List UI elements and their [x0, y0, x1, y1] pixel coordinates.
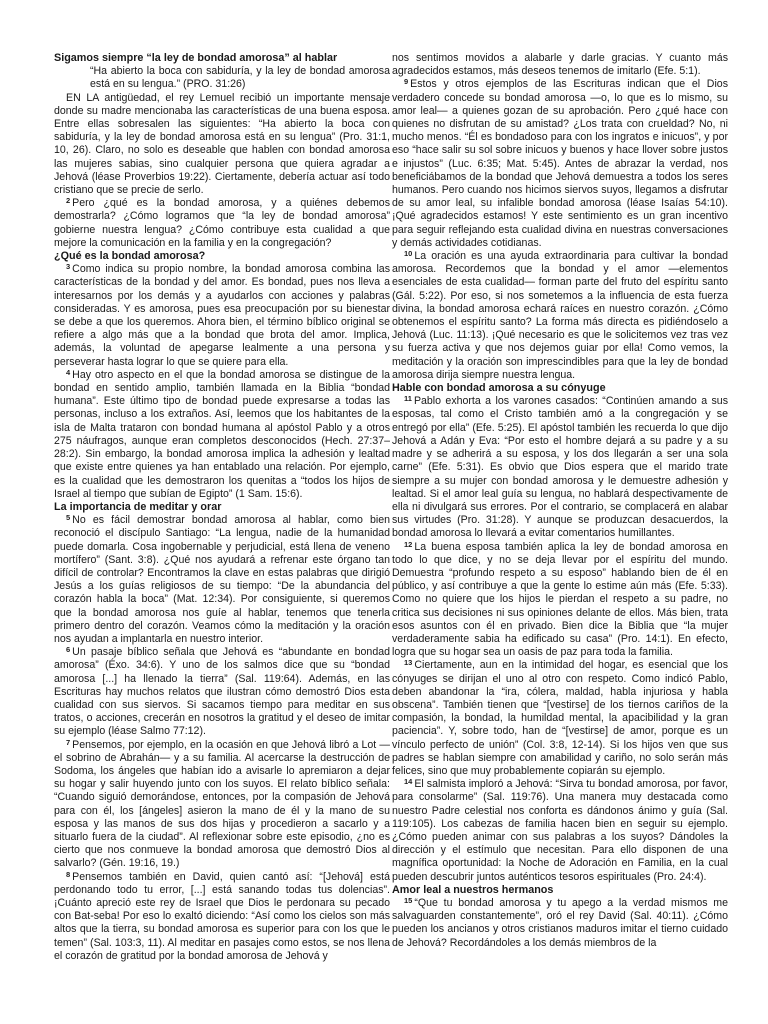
paragraph-3-text: Como indica su propio nombre, la bondad amorosa combina las características de la bondad y del amor. Es bondad, pues nos lleva a interesarnos por los demás y a ayudarlos con acciones y palabras consideradas. Y es amorosa, pues esa preocupación por su bienestar se debe a que los queremos. Ahora bien, el término bíblico original se refiere a algo más que a la bondad que brota del amor. Implica, además, la voluntad de apegarse lealmente a una persona y perseverar hasta lograr lo que se quiere para ella. — [54, 263, 390, 368]
paragraph-8 — [54, 871, 390, 963]
paragraph-7 — [54, 739, 390, 871]
paragraph-3 — [54, 263, 390, 369]
paragraph-15-text: “Que tu bondad amorosa y tu apego a la verdad mismos me salvaguarden constantemente”, oró el rey David (Sal. 40:11). ¿Cómo pueden los ancianos y otros cristianos maduros imitar el tierno cuidado de Jehová? Recordándoles a los demás miembros de la — [392, 897, 728, 949]
paragraph-13 — [392, 659, 728, 778]
paragraph-15 — [392, 897, 728, 950]
paragraph-12 — [392, 541, 728, 660]
paragraph-number: 12 — [404, 539, 413, 549]
paragraph-number: 4 — [66, 367, 71, 377]
paragraph-7-text: Pensemos, por ejemplo, en la ocasión en que Jehová libró a Lot —el sobrino de Abrahán— y a su familia. Al acercarse la destrucción de Sodoma, los ángeles que habían ido a avisarle lo apremiaron a dejar su hogar y salir huyendo junto con los suyos. El relato bíblico señala: “Cuando siguió demorándose, entonces, por la compasión de Jehová para con él, los [ángeles] asieron la mano de él y la mano de su esposa y las manos de sus dos hijas y procedieron a sacarlo y a situarlo fuera de la ciudad”. Al reflexionar sobre este episodio, ¿no es cierto que nos conmueve la bondad amorosa que demostró Dios al salvarlo? (Gén. 19:16, 19.) — [54, 738, 390, 870]
paragraph-2-text: Pero ¿qué es la bondad amorosa, y a quiénes debemos demostrarla? ¿Cómo logramos que “la ley de bondad amorosa” gobierne nuestra lengua? ¿Cómo contribuye esta cualidad a que mejore la comunicación en la familia y en la congregación? — [54, 197, 390, 249]
paragraph-6-text: Un pasaje bíblico señala que Jehová es “abundante en bondad amorosa” (Éxo. 34:6). Y uno de los salmos dice que su “bondad amorosa [...] ha llenado la tierra” (Sal. 119:64). Además, en las Escrituras hay muchos relatos que ilustran cómo demostró Dios esta cualidad con sus siervos. Si sacamos tiempo para meditar en sus tratos, o acciones, crecerán en nosotros la gratitud y el deseo de imitar su ejemplo (léase Salmo 77:12). — [54, 646, 390, 738]
paragraph-number: 2 — [66, 196, 71, 206]
paragraph-10-text: La oración es una ayuda extraordinaria para cultivar la bondad amorosa. Recordemos que la bondad y el amor —elementos esenciales de esta cualidad— forman parte del fruto del espíritu santo (Gál. 5:22). Por eso, si nos sometemos a la influencia de esta fuerza divina, la bondad amorosa echará raíces en nuestro corazón. ¿Cómo obtenemos el espíritu santo? La forma más directa es pidiéndoselo a Jehová (Luc. 11:13). ¡Qué necesario es que le solicitemos vez tras vez su fuerza activa y que nos dejemos guiar por ella! Como vemos, la meditación y la oración son imprescindibles para que la ley de bondad amorosa dirija siempre nuestra lengua. — [392, 250, 728, 381]
paragraph-12-text: La buena esposa también aplica la ley de bondad amorosa en todo lo que dice, y no se deja llevar por el espíritu del mundo. Demuestra “profundo respeto a su esposo” hablando bien de él en público, y así contribuye a que la gente lo estime aún más (Efe. 5:33). Como no quiere que los hijos le pierdan el respeto a su padre, no critica sus decisiones ni sus opiniones delante de ellos. Más bien, trata esos asuntos con él en privado. Bien dice la Biblia que “la mujer verdaderamente sabia ha edificado su casa” (Pro. 14:1). En efecto, logra que su hogar sea un oasis de paz para toda la familia. — [392, 540, 728, 659]
paragraph-11 — [392, 395, 728, 540]
paragraph-14 — [392, 778, 728, 884]
paragraph-number: 9 — [404, 77, 409, 87]
paragraph-5 — [54, 514, 390, 646]
right-column — [392, 52, 728, 1010]
subheading-importancia: La importancia de meditar y orar — [54, 500, 222, 513]
theme-scripture: “Ha abierto la boca con sabiduría, y la ley de bondad amorosa está en su lengua.” (PRO. 31:26) — [90, 65, 390, 91]
subheading-que-es: ¿Qué es la bondad amorosa? — [54, 250, 206, 263]
paragraph-number: 7 — [66, 737, 71, 747]
paragraph-6 — [54, 646, 390, 738]
paragraph-4 — [54, 369, 390, 501]
paragraph-number: 10 — [404, 249, 413, 259]
paragraph-1-text: EN LA antigüedad, el rey Lemuel recibió un importante mensaje donde su madre mencionaba las características de una buena esposa. Entre ellas sobresalen las siguientes: “Ha abierto la boca con sabiduría, y la ley de bondad amorosa está en su lengua” (Pro. 31:1, 10, 26). Claro, no solo es deseable que hablen con bondad amorosa las mujeres sabias, sino cualquier persona que quiera agradar a Jehová (léase Proverbios 19:22). Ciertamente, debería actuar así todo cristiano que se precie de serlo. — [54, 91, 390, 197]
paragraph-2 — [54, 197, 390, 250]
paragraph-5-text: No es fácil demostrar bondad amorosa al hablar, como bien reconoció el discípulo Santiago: “La lengua, nadie de la humanidad puede domarla. Cosa ingobernable y perjudicial, está llena de veneno mortífero” (Sant. 3:8). ¿Qué nos ayudará a refrenar este órgano tan difícil de controlar? Encontramos la clave en estas palabras que dirigió Jesús a los guías religiosos de su tiempo: “De la abundancia del corazón habla la boca” (Mat. 12:34). Por consiguiente, si queremos que la bondad amorosa nos guíe al hablar, tenemos que tenerla primero dentro del corazón. Veamos cómo la meditación y la oración nos ayudan a implantarla en nuestro interior. — [54, 514, 390, 645]
paragraph-number: 6 — [66, 645, 71, 655]
paragraph-number: 14 — [404, 777, 413, 787]
paragraph-number: 3 — [66, 262, 71, 272]
paragraph-number: 15 — [404, 896, 413, 905]
paragraph-13-text: Ciertamente, aun en la intimidad del hogar, es esencial que los cónyuges se dirijan el uno al otro con respeto. Como indicó Pablo, deben abandonar la “ira, cólera, maldad, habla injuriosa y habla obscena”. También tienen que “[vestirse] de los tiernos cariños de la compasión, la bondad, la humildad mental, la apacibilidad y la gran paciencia”. Y, sobre todo, han de “[vestirse] de amor, porque es un vínculo perfecto de unión” (Col. 3:8, 12-14). Si los hijos ven que sus padres se hablan siempre con amabilidad y cariño, no solo serán más felices, sino que muy probablemente copiarán su ejemplo. — [392, 659, 728, 777]
paragraph-14-text: El salmista imploró a Jehová: “Sirva tu bondad amorosa, por favor, para consolarme” (Sal. 119:76). Una manera muy destacada como nuestro Padre celestial nos conforta es dándonos ánimo y guía (Sal. 119:105). Los cabezas de familia hacen bien en seguir su ejemplo. ¿Cómo pueden animar con sus palabras a los suyos? Dándoles la dirección y el estímulo que necesitan. Para ello disponen de una magnífica oportunidad: la Noche de Adoración en Familia, en la cual pueden descubrir juntos auténticos tesoros espirituales (Pro. 24:4). — [392, 778, 728, 883]
paragraph-number: 8 — [66, 869, 71, 879]
paragraph-number: 11 — [404, 394, 412, 404]
left-column — [54, 52, 390, 1010]
paragraph-number: 5 — [66, 513, 71, 523]
paragraph-9 — [392, 78, 728, 250]
paragraph-8-continued: nos sentimos movidos a alabarle y darle gracias. Y cuanto más agradecidos estamos, más deseos tenemos de imitarlo (Efe. 5:1). — [392, 52, 728, 78]
paragraph-1 — [54, 92, 390, 198]
paragraph-4-text: Hay otro aspecto en el que la bondad amorosa se distingue de la bondad en sentido amplio, también llamada en la Biblia “bondad humana”. Este último tipo de bondad puede expresarse a todas las personas, incluso a los extraños. Así, leemos que los habitantes de la isla de Malta trataron con bondad humana al apóstol Pablo y a otros 275 náufragos, aunque eran completos desconocidos (Hech. 27:37–28:2). Sin embargo, la bondad amorosa implica la adhesión y lealtad que existe entre quienes ya han entablado una relación. Por ejemplo, es la cualidad que les demostraron los quenitas a “todos los hijos de Israel al tiempo que subían de Egipto” (1 Sam. 15:6). — [54, 368, 390, 500]
paragraph-9-text: Estos y otros ejemplos de las Escrituras indican que el Dios verdadero concede su bondad amorosa —o, lo que es lo mismo, su amor leal— a quienes gozan de su aprobación. Pero ¿qué hace con quienes no disfrutan de su amistad? ¿Los trata con crueldad? No, ni mucho menos. “Él es bondadoso para con los ingratos e inicuos”, y por eso “hace salir su sol sobre inicuos y buenos y hace llover sobre justos e injustos” (Luc. 6:35; Mat. 5:45). Antes de abrazar la verdad, nos beneficiábamos de la bondad que Jehová demuestra a todos los seres humanos. Pero cuando nos hicimos siervos suyos, llegamos a disfrutar de su amor leal, su infalible bondad amorosa (léase Isaías 54:10). ¡Qué agradecidos estamos! Y este sentimiento es un gran incentivo para seguir reflejando esta cualidad divina en nuestras conversaciones y demás actividades cotidianas. — [392, 78, 728, 249]
paragraph-number: 13 — [404, 658, 413, 668]
article-title: Sigamos siempre “la ley de bondad amorosa” al hablar — [54, 52, 338, 64]
subheading-conyuge: Hable con bondad amorosa a su cónyuge — [392, 382, 606, 395]
paragraph-10 — [392, 250, 728, 382]
subheading-hermanos: Amor leal a nuestros hermanos — [392, 883, 554, 896]
paragraph-8-text: Pensemos también en David, quien cantó así: “[Jehová] está perdonando todo tu error, [...] está sanando todas tus dolencias”. ¡Cuánto apreció este rey de Israel que Dios le perdonara su pecado con Bat-seba! Por eso lo exaltó diciendo: “Así como los cielos son más altos que la tierra, su bondad amorosa es superior para con los que le temen” (Sal. 103:3, 11). Al meditar en pasajes como estos, se nos llena el corazón de gratitud por la bondad amorosa de Jehová y — [54, 870, 390, 962]
paragraph-11-text: Pablo exhorta a los varones casados: “Continúen amando a sus esposas, tal como el Cristo también amó a la congregación y se entregó por ella” (Efe. 5:25). El apóstol también les recuerda lo que dijo Jehová a Adán y Eva: “Por esto el hombre dejará a su padre y a su madre y se adherirá a su esposa, y los dos llegarán a ser una sola carne” (Efe. 5:31). Es obvio que Dios espera que el marido trate siempre a su mujer con bondad amorosa y le demuestre adhesión y lealtad. Si el amor leal guía su lengua, no hablará despectivamente de ella ni divulgará sus errores. Por el contrario, se complacerá en alabar sus virtudes (Pro. 31:28). Y aunque se produzcan desacuerdos, la bondad amorosa lo llevará a evitar comentarios humillantes. — [392, 395, 728, 540]
